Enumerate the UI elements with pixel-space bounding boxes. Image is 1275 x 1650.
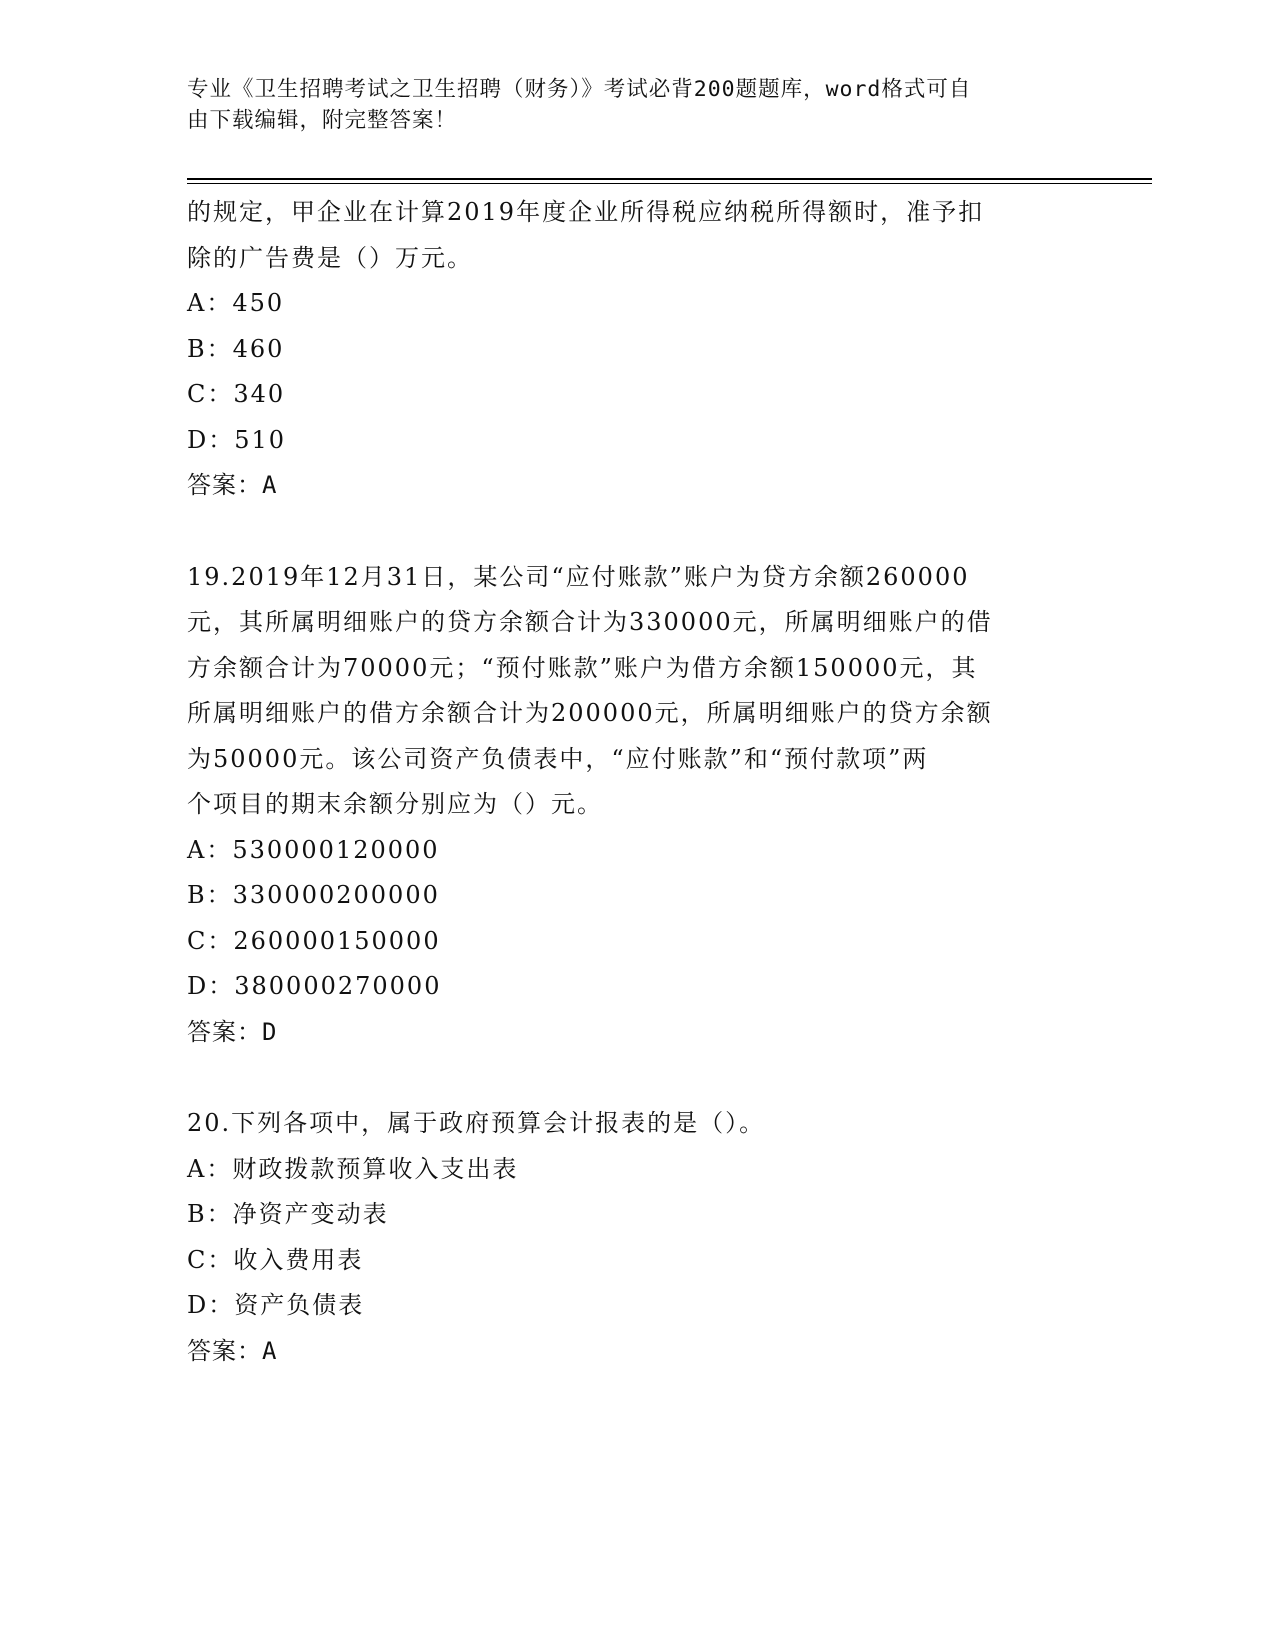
- option-a: A：财政拨款预算收入支出表: [187, 1154, 519, 1183]
- question-stem-line: 所属明细账户的借方余额合计为200000元，所属明细账户的贷方余额: [187, 699, 993, 727]
- question-list: [187, 190, 1067, 1374]
- answer-line: 答案：D: [187, 1017, 278, 1046]
- header-line-1: 专业《卫生招聘考试之卫生招聘（财务）》考试必背200题题库，word格式可自: [187, 77, 972, 102]
- header-divider-thin: [187, 183, 1152, 184]
- option-c: C：340: [187, 380, 286, 408]
- question-stem-line: 除的广告费是（）万元。: [187, 243, 473, 272]
- answer-line: 答案：A: [187, 471, 278, 499]
- header-line-2: 由下载编辑，附完整答案！: [187, 108, 458, 133]
- answer-line: 答案：A: [187, 1336, 278, 1365]
- question-stem-line: 个项目的期末余额分别应为（）元。: [187, 790, 603, 818]
- option-c: C：收入费用表: [187, 1245, 364, 1274]
- question-stem-line: 19.2019年12月31日，某公司“应付账款”账户为贷方余额260000: [187, 562, 970, 591]
- option-b: B：净资产变动表: [187, 1200, 389, 1228]
- option-b: B：460: [187, 334, 285, 363]
- question-20: [187, 1101, 1067, 1374]
- header-divider-thick: [187, 178, 1152, 180]
- option-d: D：资产负债表: [187, 1291, 365, 1319]
- question-stem-line: 的规定，甲企业在计算2019年度企业所得税应纳税所得额时，准予扣: [187, 198, 985, 226]
- question-stem-line: 元，其所属明细账户的贷方余额合计为330000元，所属明细账户的借: [187, 608, 993, 636]
- question-spacer: [187, 509, 1067, 555]
- option-a: A：450: [187, 289, 285, 317]
- option-d: D：510: [187, 425, 287, 454]
- question-spacer: [187, 1055, 1067, 1101]
- question-stem-line: 方余额合计为70000元；“预付账款”账户为借方余额150000元，其: [187, 653, 978, 682]
- question-stem-line: 为50000元。该公司资产负债表中，“应付账款”和“预付款项”两: [187, 744, 929, 773]
- option-d: D：380000270000: [187, 972, 442, 1000]
- option-c: C：260000150000: [187, 926, 441, 955]
- question-18: [187, 190, 1067, 509]
- document-header: [187, 74, 1067, 136]
- question-19: [187, 555, 1067, 1056]
- option-a: A：530000120000: [187, 835, 440, 864]
- question-stem-line: 20.下列各项中，属于政府预算会计报表的是（）。: [187, 1109, 766, 1137]
- option-b: B：330000200000: [187, 881, 440, 909]
